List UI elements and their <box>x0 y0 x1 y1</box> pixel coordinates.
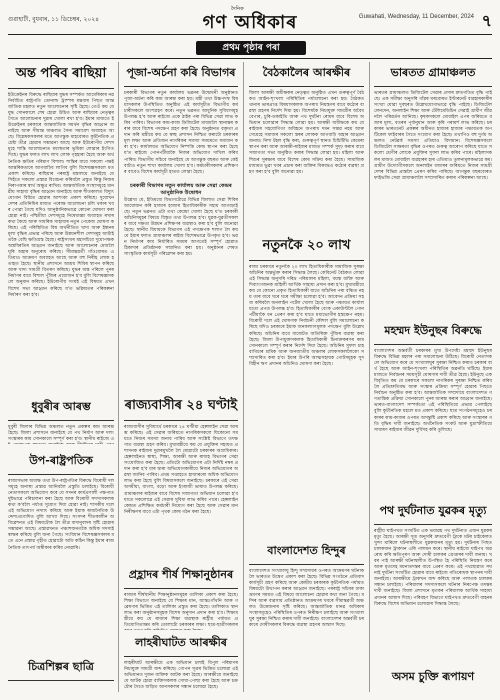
article-body: ৰাষ্ট্ৰীয় ঘাইপথত সংঘটিত এক ভয়াৱহ পথ দুৰ্ঘটনাত এজন যুৱকৰ মৃত্যু হৈছে। আৰক্ষী সূত্ৰ অনুসৰি দ্ৰুতবেগী ট্ৰাকে মটৰ চাইকেলত খুন্দা মাৰিলে ঘটনাস্থলীতে যুৱকজনৰ মৃত্যু হয়। দুৰ্ঘটনাৰ পিছত চালকজন ট্ৰাকখন এৰি পলায়ন কৰে। স্থানীয় ৰাইজে ঘাইপথ অৱৰোধ কৰি ক্ষতিপূৰণ আৰু দোষী চালকৰ গ্ৰেপ্তাৰৰ দাবী জনায়। খবৰ পাই আৰক্ষী ঘটনাস্থলীত উপস্থিত হৈ পৰিস্থিতি নিয়ন্ত্ৰণ কৰে আৰু মৃতদেহ ময়নাতদন্তৰ বাবে প্ৰেৰণ কৰে। এই পথছোৱাত সঘনাই দুৰ্ঘটনা সংঘটিত হোৱাৰ বাবে ৰাইজে গতিৰোধক স্থাপনৰ দাবী জনাইছে। আৰক্ষীয়ে ট্ৰাকখন জব্দ কৰিছে আৰু পলাতক চালকৰ সন্ধান চলাইছে। পৰিয়ালৰ সদস্যসকলে ঘটনাৰ নিৰপেক্ষ তদন্তৰ দাবী জনাইছে। জিলা প্ৰশাসনে মৃতকৰ পৰিয়ালক আৰ্থিক সাহায্য প্ৰদানৰ আশ্বাস দিছে। পৰিবহণ বিভাগে ঘাইপথত দ্ৰুতবেগী বাহনৰ বিৰুদ্ধে বিশেষ অভিযান চলোৱাৰ সিদ্ধান্ত লৈছে। <box>374 529 492 607</box>
headline-rule <box>124 420 238 421</box>
article-headline: পূজা-অৰ্চনা কৰি বিভাগৰ <box>126 66 236 79</box>
article-headline: প্ৰহ্লাদৰ শীৰ্ষ শিক্ষানুষ্ঠানৰ <box>128 568 234 581</box>
article-department-continued <box>124 181 238 383</box>
article-body: ৰাজ্য চৰকাৰে নতুনকৈ ২০ লাখ হিতাধিকাৰীক সামাজিক সুৰক্ষা আঁচনিৰ অন্তৰ্ভুক্ত কৰাৰ সিদ্ধান্ত লৈছে। কেবিনেট বৈঠকত লোৱা এই সিদ্ধান্ত অনুসৰি দৰিদ্ৰ পৰিয়ালৰ মহিলা, বয়স্ক ব্যক্তি আৰু দিব্যাংগজনক মাহিলী আৰ্থিক সাহায্য প্ৰদান কৰা হ'ব। মুখ্যমন্ত্ৰীয়ে কয় যে কোনো প্ৰকৃত হিতাধিকাৰী যাতে আঁচনিৰ পৰা বঞ্চিত নহয় তাৰ বাবে ঘৰে ঘৰে সমীক্ষা চলোৱা হ'ব। আবেদন প্ৰক্ৰিয়া সহজ কৰিবলৈ অনলাইন পৰ্টেল খোলা হৈছে আৰু পঞ্চায়ত কাৰ্যালয়তো প্ৰপত্ৰ উপলব্ধ হ'ব। হিতাধিকাৰীৰ বেংক একাউণ্টলৈ পোনপটীয়াকৈ ধন প্ৰেৰণ কৰা হ'ব যাতে মধ্যভোগীৰ হস্তক্ষেপ নহয়। বিৰোধী দলে এই ঘোষণাক নিৰ্বাচনী কৌশল বুলি সমালোচনা কৰিছে যদিও চৰকাৰে ইয়াক জনকল্যাণমূলক পদক্ষেপ বুলি উল্লেখ কৰিছে। আঁচনিৰ বাবে বাজেটত অতিৰিক্ত পুঁজিৰ ব্যৱস্থা কৰা হৈছে। জিলা উপায়ুক্তসকলক হিতাধিকাৰী চিনাক্তকৰণৰ কাম সোনকালে সম্পূৰ্ণ কৰাৰ নিৰ্দেশ দিয়া হৈছে। আঁচনিৰ সুফল চাহ বাগিচাৰ শ্ৰমিক আৰু জনজাতীয় অঞ্চলৰ লোকসকললৈকো সম্প্ৰসাৰিত কৰা হ'ব। ইয়াৰ উপৰি আত্মসহায়ক গোটসমূহক সুদবিহীন ঋণ প্ৰদানৰ আঁচনিও ঘোষণা কৰা হৈছে। <box>249 265 364 367</box>
page-header <box>8 8 492 34</box>
headline-rule <box>374 344 492 345</box>
article-body: লাহৰীঘাট আৰক্ষীয়ে এক অভিযান চলাই বিপুল পৰিমাণৰ নিচাযুক্ত সামগ্ৰী জব্দ কৰিছে। গোপন সূত্ৰৰ ভিত্তিত চলোৱা এই অভিযানত দুজন ব্যক্তিক আটক কৰা হৈছে। আৰক্ষীয়ে জনাইছে যে আটক হোৱা ব্যক্তিসকলক সোধা-পোছা কৰা হৈছে আৰু চক্ৰটোৰ সৈতে জড়িত আনসকলৰ সন্ধান চলোৱা হৈছে। <box>124 661 238 691</box>
article-body: ৰাজ্যসভাৰ অধ্যক্ষ তথা উপ-ৰাষ্ট্ৰপতিৰ বিৰুদ্ধে বিৰোধী দলসমূহে অনাস্থা প্ৰস্তাৱ আনিবলৈ প্ৰস্তুতি চলাইছে। বিৰোধী নেতাসকলে অভিযোগ কৰে যে সদনৰ কাৰ্যপ্ৰণালী পক্ষপাতদুষ্টভাৱে পৰিচালনা কৰা হৈছে আৰু বিৰোধী সদস্যসকলক কথা ক'বলৈ পৰ্যাপ্ত সুযোগ দিয়া হোৱা নাই। শাসকীয় দলে এই অভিযোগ নস্যাৎ কৰিছে আৰু ইয়াক ৰাজনৈতিক উদ্দেশ্যপ্ৰণোদিত বুলি আখ্যা দিছে। সংসদৰ শীতকালীন অধিৱেশনত এই বিষয়টোক লৈ তীব্ৰ বাদানুবাদৰ সৃষ্টি হোৱাৰ সম্ভাৱনা আছে। প্ৰস্তাৱখনত পঞ্চাশজনতকৈ অধিক সদস্যই স্বাক্ষৰ কৰিছে বুলি জনা গৈছে। সংবিধান বিশেষজ্ঞসকলৰ মতে এনে প্ৰস্তাৱ গৃহীত হোৱাটো অতি কঠিন কিন্তু ইয়াৰ ৰাজনৈতিক তাৎপৰ্য অস্বীকাৰ কৰিব নোৱাৰি। <box>8 479 114 551</box>
article-headline: অসম চুক্তি ৰূপায়ণ <box>391 670 475 683</box>
page-number: ৭ <box>481 11 492 30</box>
header-date-assamese: গুৱাহাটী, বুধবাৰ, ১১ ডিচেম্বৰ, ২০২৪ <box>8 16 100 23</box>
article-body: ধুবুৰী জিলাৰ বিভিন্ন অঞ্চলত নতুন প্ৰকল্পৰ কাম আৰম্ভ হৈছে। জিলা প্ৰশাসনে জনাইছে যে পথ নিৰ্মাণ আৰু দলং সংস্কাৰৰ কাম সোনকালে সম্পূৰ্ণ কৰা হ'ব। স্থানীয় ৰাইজে এ <box>8 425 114 443</box>
article-headline: মহম্মদ ইউনুছৰ বিৰুদ্ধে <box>384 324 482 337</box>
article-24-hours <box>124 396 238 560</box>
column-divider <box>118 62 119 692</box>
article-top-institutes <box>124 566 238 630</box>
article-bangladesh-hindu <box>249 542 364 692</box>
article-body: ইউক্ৰেইনৰ বিৰুদ্ধে ৰাছিয়াৰ যুদ্ধৰ সম্পৰ্কত আমেৰিকাৰ নৱনিৰ্বাচিত ৰাষ্ট্ৰপতি ডোনাল্ড ট্ৰাম্পৰ মন্তব্যৰ পিছত আন্তৰ্জাতিক মহলত নতুন আলোচনাৰ সৃষ্টি হৈছে। তেওঁ কয় যে যুদ্ধ সোনকালে শেষ হোৱা উচিত আৰু ৰাছিয়াৰ নেতৃত্বৰ সৈতে আলোচনাৰ দুৱাৰ খোলা ৰখা হ'ব। ইয়াৰ মাজতে ইউক্ৰেইনৰ চৰকাৰে আন্তৰ্জাতিক সমৰ্থন বৃদ্ধিৰ আহ্বান জনাইছে আৰু সীমান্ত অঞ্চলত সৈন্য সমাবেশ অব্যাহত আছে। বিশ্লেষকসকলৰ মতে আগন্তুক মাহবোৰত কূটনৈতিক প্ৰচেষ্টা তীব্ৰ হোৱাৰ সম্ভাৱনা আছে আৰু ইউৰোপীয় দেশসমূহে শান্তি আলোচনাত মধ্যস্থতাৰ ভূমিকা লোৱাৰ ইংগিত দিছে। যুদ্ধৰ ফলত লাখ লাখ লোক গৃহহাৰা হৈছে আৰু অৰ্থনৈতিক ক্ষতিৰ পৰিমাণ বিশাল। শান্তিৰ বাবে সকলো পক্ষই আন্তৰিকতাৰে আগবাঢ়িব লাগিব বুলি বিশেষজ্ঞসকলে মত প্ৰকাশ কৰিছে। ৰাছিয়াৰ পৰৰাষ্ট্ৰ মন্ত্ৰালয়ে জনাইছে যে সিহঁতে সকলো প্ৰস্তাৱ বিবেচনা কৰিবলৈ প্ৰস্তুত কিন্তু নিজৰ নিৰাপত্তাৰ স্বাৰ্থ অক্ষুণ্ণ ৰাখিব। আন্তৰ্জাতিক সংস্থাসমূহে মানৱীয় সাহায্য বৃদ্ধিৰ আহ্বান জনাইছে আৰু শীতকালত বিদ্যুৎ যোগান বিঘ্নিত হোৱাৰ আশংকা প্ৰকাশ কৰিছে। দুয়োখন দেশৰ প্ৰতিনিধিৰ মাজত পৰোক্ষ আলোচনা চলি থকাৰ খবৰ পোৱা গৈছে যদিও আনুষ্ঠানিকভাৱে কোনো ঘোষণা কৰা হোৱা নাই। পশ্চিমীয়া দেশসমূহে নিষেধাজ্ঞা অব্যাহত ৰখাৰ কথা কৈছে আৰু সামৰিক সাহায্যৰ নতুন পেকেজ ঘোষণা কৰিছে। এই পৰিস্থিতিত বিশ্ব অৰ্থনীতিত খাদ্য আৰু ইন্ধনৰ মূল্য বৃদ্ধিৰ প্ৰভাৱ পৰিছে আৰু উন্নয়নশীল দেশসমূহ আটাইতকৈ বেছি ক্ষতিগ্ৰস্ত হৈছে। ৰাষ্ট্ৰসংঘৰ মহাসচিবে দুয়োপক্ষক অস্ত্ৰবিৰতিৰ আহ্বান জনাইছে আৰু আলোচনাৰ মেজলৈ ঘূৰি অহাৰ অনুৰোধ কৰিছে। সীমান্তৱৰ্তী গাঁওবোৰত এতিয়াও আক্ৰমণ অব্যাহত আছে আৰু বহু নিৰীহ লোক হতাহত হৈছে। স্থানীয় প্ৰশাসনে আশ্ৰয় শিবিৰ স্থাপন কৰিছে আৰু খাদ্য সামগ্ৰী বিতৰণ কৰিছে। যুদ্ধৰ অন্ত পৰিলে পুনৰ নিৰ্মাণৰ বাবে বিশাল পুঁজিৰ প্ৰয়োজন হ'ব বুলি বিশেষজ্ঞসকলে অনুমান কৰিছে। ইউৰোপীয় সংঘই এই বিষয়ত এখন বিশেষ সভা আহ্বান কৰিছে য'ত ভৱিষ্যতৰ পৰিকল্পনা নিৰ্ধাৰণ কৰা হ'ব। <box>8 93 114 298</box>
article-dhubri <box>8 398 114 444</box>
article-body: চৰকাৰী বিভাগৰ নতুন কাৰ্যালয় ভৱনৰ উদ্বোধনী অনুষ্ঠানত পূজা-অৰ্চনা কৰি কাম আৰম্ভ কৰা হয়। মন্ত্ৰী তথা উচ্চপদস্থ বিষয়াসকলৰ উপস্থিতিত অনুষ্ঠিত এই কাৰ্যসূচীত বিভাগীয় কৰ্মচাৰীসকলে অংশগ্ৰহণ কৰে। নতুন ভৱনত আধুনিক সুবিধাসমূহ উপলব্ধ হ'ব আৰু ৰাইজে একে ঠাইৰ পৰা বিভিন্ন সেৱা লাভ কৰিব পাৰিব। বিভাগৰ কাম-কাজ ডিজিটেল মাধ্যমলৈ স্থানান্তৰ কৰাৰ বাবে বিশেষ পদক্ষেপ গ্ৰহণ কৰা হৈছে। অনুষ্ঠানত বক্তৃতা প্ৰদান কৰি মন্ত্ৰীয়ে কয় যে স্বচ্ছ প্ৰশাসন নিশ্চিত কৰাটো চৰকাৰৰ মূল লক্ষ্য আৰু প্ৰতিজন নাগৰিকৰ সমস্যা সময়মতে সমাধান কৰা হ'ব। কাৰ্যালয়ত অভিযোগ নিষ্পত্তি কেন্দ্ৰ স্থাপন কৰা হৈছে য'ত ৰাইজে পোনপটীয়াকৈ নিজৰ অভিযোগ দাখিল কৰিব পাৰিব। বিভাগীয় সচিবে জনাইছে যে আগন্তুক বছৰত আৰু কেইবাটাও নতুন শাখা কাৰ্যালয় খোলা হ'ব। কৰ্মচাৰীসকলৰ প্ৰশিক্ষণৰ বাবেও বিশেষ কাৰ্যসূচী হাতত লোৱা হৈছে। <box>124 91 238 175</box>
headline-rule <box>124 86 238 87</box>
headline-rule <box>249 86 364 87</box>
headline-rule <box>124 656 238 657</box>
headline-rule <box>8 420 114 421</box>
article-headline: বাংলাদেশত হিন্দুৰ <box>267 544 346 557</box>
headline-rule <box>8 680 114 681</box>
article-body: উল্লেখ্য যে, ইতিমধ্যে বিভাগটোৱে বিভিন্ন জিলাত সেৱা শিবিৰ আয়োজন কৰি হাজাৰ হাজাৰ হিতাধিকাৰীক সহায় আগবঢ়াইছে। নতুন ভৱনত এটা তথ্য কেন্দ্ৰো খোলা হৈছে য'ত চৰকাৰী আঁচনিসমূহৰ বিষয়ে বিস্তৃত তথ্য উপলব্ধ হ'ব। যুৱক-যুৱতীসকলৰ বাবে দক্ষতা উন্নয়ন প্ৰশিক্ষণৰ ব্যৱস্থাও কৰা হ'ব বুলি জনোৱা হৈছে। স্থানীয় বিধায়কে বিভাগৰ এই পদক্ষেপক শলাগ লৈ কয় যে ইয়াৰ ফলত গ্ৰামাঞ্চলৰ ৰাইজ বিশেষভাৱে উপকৃত হ'ব। ভৱন নিৰ্মাণৰ কাম নিৰ্ধাৰিত সময়ৰ আগতেই সম্পূৰ্ণ হোৱাত ঠিকাদাৰ প্ৰতিষ্ঠানক সন্মানিত কৰা হয়। অনুষ্ঠানৰ শেষত সাংস্কৃতিক কাৰ্যসূচী পৰিৱেশন কৰা হয়। <box>124 198 238 258</box>
article-body: বাংলাদেশৰ অন্তৰ্বৰ্তী চৰকাৰৰ মুখ্য উপদেষ্টা মহম্মদ ইউনুছৰ বিৰুদ্ধে বিভিন্ন মহলৰ পৰা সমালোচনা উঠিছে। বিৰোধী নেতাসকলে অভিযোগ কৰে যে সংখ্যালঘুৰ সুৰক্ষা নিশ্চিত কৰাত চৰকাৰ ব্যৰ্থ হৈছে আৰু আইন-শৃংখলা পৰিস্থিতিৰ অৱনতি ঘটিছে। ইয়াৰ মাজতে নিৰ্বাচনৰ সময়সূচী ঘোষণাৰ দাবী তীব্ৰ হৈছে। ইউনুছে এক বিবৃতিত কয় যে চৰকাৰে সকলো নাগৰিকৰ সুৰক্ষা নিশ্চিত কৰিবলৈ প্ৰতিশ্ৰুতিবদ্ধ আৰু সংস্কাৰ প্ৰক্ৰিয়া সম্পূৰ্ণ হোৱাৰ পিছতে নিৰ্বাচন অনুষ্ঠিত কৰা হ'ব। আন্তৰ্জাতিক সম্প্ৰদায়ে বাংলাদেশত গণতান্ত্ৰিক প্ৰক্ৰিয়া সোনকালে পুনৰ আৰম্ভ কৰাৰ আহ্বান জনাইছে। ভাৰত-বাংলাদেশ সম্পৰ্কতো এই পৰিস্থিতিয়ে প্ৰভাৱ পেলাইছে বুলি কূটনৈতিক মহলে মত প্ৰকাশ কৰিছে। ছাত্ৰ সংগঠনসমূহেও চৰকাৰৰ কাম-কাজৰ ওপৰত অসন্তুষ্টি প্ৰকাশ কৰিছে আৰু সংস্কাৰৰ গতি বৃদ্ধিৰ দাবী জনাইছে। অৰ্থনৈতিক সংকট আৰু মুদ্ৰাস্ফীতিয়ে সাধাৰণ ৰাইজৰ জীৱন দুৰ্বিসহ কৰি তুলিছে। <box>374 349 492 433</box>
article-headline: ভাৰতত গ্ৰামাঞ্চলত <box>390 66 476 79</box>
banner-rule <box>8 58 492 59</box>
article-russia <box>8 64 114 392</box>
article-rural-india <box>374 64 492 314</box>
article-vice-president <box>8 452 114 642</box>
article-puja-department <box>124 64 238 179</box>
article-assam-accord <box>374 668 492 692</box>
headline-rule <box>8 474 114 475</box>
header-rule <box>8 34 492 35</box>
article-headline: উপ-ৰাষ্ট্ৰপতিক <box>29 454 93 467</box>
masthead-tagline: দৈনিক <box>231 6 244 12</box>
article-headline: নতুনকৈ ২০ লাখ <box>262 238 351 253</box>
headline-rule <box>374 524 492 525</box>
headline-rule <box>249 564 364 565</box>
header-date-english: Guwahati, Wednesday, 11 December, 2024 <box>358 14 474 20</box>
article-headline: অন্ত পৰিব ৰাছিয়া <box>15 66 107 81</box>
article-body: ৰাজ্যবাসীৰ সুবিধাৰ্থে চৰকাৰে ২৪ ঘণ্টীয়া হেল্পলাইন সেৱা আৰম্ভ কৰিছে। এই সেৱাৰ জৰিয়তে নাগৰিকসকলে যিকোনো সময়তে নিজৰ সমস্যা জনাব পাৰিব আৰু সংশ্লিষ্ট বিভাগে তৎক্ষণাত ব্যৱস্থা গ্ৰহণ কৰিব। মুখ্যমন্ত্ৰীয়ে কয় যে প্ৰযুক্তিৰ সহায়ত প্ৰশাসনক ৰাইজৰ দুৱাৰমুখলৈ লৈ যোৱাটো চৰকাৰৰ অগ্ৰাধিকাৰ। হেল্পলাইনত স্বাস্থ্য, শিক্ষা, আৰক্ষী আৰু ৰাজহ বিভাগৰ সেৱা সংযোজিত কৰা হৈছে। প্ৰতিটো অভিযোগৰ এটা নিৰ্দিষ্ট নম্বৰ প্ৰদান কৰা হ'ব যাৰ দ্বাৰা অভিযোগকাৰীয়ে নিজৰ অভিযোগৰ অৱস্থা জানিব পাৰিব। প্ৰথম সপ্তাহতে হাজাৰৰো অধিক অভিযোগ লাভ কৰা হৈছে বুলি বিষয়াসকলে জনাইছে। চৰকাৰে এই সেৱা অসমীয়া, বাংলা, বড়ো আৰু ইংৰাজী ভাষাত উপলব্ধ কৰিছে। গ্ৰামাঞ্চলৰ ৰাইজৰ বাবে বিশেষ সজাগতা অভিযান চলোৱা হ'ব যাতে সকলোৱে এই সেৱাৰ সুবিধা লাভ কৰিব পাৰে। হেল্পলাইন কেন্দ্ৰত প্ৰশিক্ষিত কৰ্মচাৰী নিয়োগ কৰা হৈছে আৰু সেৱাৰ মান নিৰীক্ষণৰ বাবে এটা পৃথক কোষ গঠন কৰা হৈছে। <box>124 425 238 515</box>
article-body: জিলা আৰক্ষী অধীক্ষকৰ নেতৃত্বত অনুষ্ঠিত এখন গুৰুত্বপূৰ্ণ বৈঠকত আইন-শৃংখলা পৰিস্থিতিৰ পৰ্যালোচনা কৰা হয়। বৈঠকত থানাৰ ভাৰপ্ৰাপ্ত বিষয়াসকলক অপৰাধ নিয়ন্ত্ৰণৰ বাবে কঠোৰ ব্যৱস্থা গ্ৰহণৰ নিৰ্দেশ দিয়া হয়। বিশেষকৈ নিচাযুক্ত সামগ্ৰীৰ অবৈধ বেপাৰ, চুৰি-ডকাইতি আৰু পথ দুৰ্ঘটনা ৰোধৰ বাবে বিশেষ অভিযান চলোৱাৰ সিদ্ধান্ত লোৱা হয়। আৰক্ষী অধীক্ষকে কয় যে ৰাইজৰ সহযোগিতা অবিহনে অপৰাধ দমন সম্ভৱ নহয় আৰু সেয়েহে সমাজৰ সকলো স্তৰৰ লোকক আগবাঢ়ি অহাৰ আহ্বান জনায়। নিশা টহল বৃদ্ধি কৰা, গুৰুত্বপূৰ্ণ স্থানত চিচিটিভি কেমেৰা স্থাপন কৰা আৰু আৰক্ষী-ৰাইজৰ মাজত সম্পৰ্ক সুদৃঢ় কৰাৰ বাবে সজাগতা সভা অনুষ্ঠিত কৰাৰ সিদ্ধান্ত লোৱা হয়। মহিলা আৰু শিশুৰ সুৰক্ষাৰ বাবে বিশেষ কোষ সক্ৰিয় কৰা হৈছে। সামাজিক মাধ্যমত ভুৱা খবৰ প্ৰচাৰ কৰা ব্যক্তিৰ বিৰুদ্ধেও কঠোৰ ব্যৱস্থা গ্ৰহণ কৰা হ'ব বুলি জনোৱা হয়। <box>249 91 364 175</box>
article-body: ভাৰতৰ গ্ৰামাঞ্চলত ডিজিটেল সেৱাৰ প্ৰসাৰ দ্ৰুতগতিত বৃদ্ধি পাইছে। এক সমীক্ষা অনুসৰি গাঁৱৰ ঘৰবোৰত ইণ্টাৰনেট ব্যৱহাৰকাৰীৰ সংখ্যা যোৱা দুবছৰত উল্লেখযোগ্যভাৱে বৃদ্ধি পাইছে। ডিজিটেল লেনদেন, অনলাইন শিক্ষা আৰু টেলিমেডিচিন সেৱাই গ্ৰামীণ জীৱনলৈ পৰিৱৰ্তন আনিছে। কৃষকসকলে মোবাইল এপৰ জৰিয়তে বজাৰ মূল্য, বতৰৰ পূৰ্বানুমান আৰু কৃষি পৰামৰ্শ লাভ কৰিছে। চৰকাৰৰ ভাৰতনেট প্ৰকল্পৰ অধীনত হাজাৰ হাজাৰ পঞ্চায়তক অপটিকেল ফাইবাৰৰ সৈতে সংযোগ কৰা হৈছে। তথাপিও বহু দুৰ্গম অঞ্চলত নেটৱৰ্ক সমস্যা এতিয়াও বিদ্যমান। বিশেষজ্ঞসকলে ডিজিটেল সাক্ষৰতা বৃদ্ধিৰ ওপৰত গুৰুত্ব আৰোপ কৰিছে যাতে সকলো শ্ৰেণীৰ লোকে প্ৰযুক্তিৰ সুফল লাভ কৰিব পাৰে। মহিলাসকলৰ মাজত মোবাইল ব্যৱহাৰৰ হাৰ এতিয়াও তুলনামূলকভাৱে কম। গ্ৰামীণ উদ্যোগীসকলে অনলাইন বজাৰৰ জৰিয়তে নিজৰ সামগ্ৰী দেশৰ বিভিন্ন প্ৰান্তলৈ প্ৰেৰণ কৰিব পাৰিছে। আগন্তুক বছৰবোৰত ফাইভজি সেৱা গ্ৰামাঞ্চললৈ সম্প্ৰসাৰিত কৰাৰ পৰিকল্পনা আছে। <box>374 91 492 181</box>
headline-rule <box>249 260 364 261</box>
article-meeting-police <box>249 64 364 232</box>
headline-rule <box>8 88 114 89</box>
column-divider <box>369 62 370 692</box>
article-20-lakh <box>249 236 364 538</box>
article-yunus <box>374 322 492 494</box>
article-headline: ধুবুৰীৰ আৰম্ভ <box>31 400 91 413</box>
column-divider <box>243 62 244 692</box>
headline-rule <box>124 588 238 589</box>
article-body: বাংলাদেশত সংখ্যালঘু হিন্দু সম্প্ৰদায়ৰ ওপৰত আক্ৰমণৰ ঘটনাক লৈ ভাৰতত উদ্বেগ প্ৰকাশ কৰা হৈছে। বিভিন্ন সংগঠনে প্ৰতিবাদ কাৰ্যসূচী গ্ৰহণ কৰিছে আৰু কেন্দ্ৰীয় চৰকাৰক কূটনৈতিক পৰ্যায়ত বিষয়টো উত্থাপন কৰাৰ আহ্বান জনাইছে। পৰৰাষ্ট্ৰ সচিবৰ ঢাকা ভ্ৰমণৰ সময়ত এই বিষয়ে আলোচনা হোৱাৰ কথা জনা গৈছে। মন্দিৰ আৰু ব্যৱসায় প্ৰতিষ্ঠানত আক্ৰমণৰ খবৰে সীমান্তৱৰ্তী অঞ্চলত উত্তেজনাৰ সৃষ্টি কৰিছে। আন্তৰ্জাতিক মানৱ অধিকাৰ সংস্থাসমূহেও পৰিস্থিতিৰ ওপৰত নিৰীক্ষণ চলাইছে আৰু সংখ্যালঘুৰ সুৰক্ষা নিশ্চিত কৰাৰ দাবী জনাইছে। বাংলাদেশৰ অন্তৰ্বৰ্তী চৰকাৰে দোষীসকলৰ বিৰুদ্ধে ব্যৱস্থা গ্ৰহণৰ আশ্বাস দিছে। <box>249 569 364 629</box>
headline-rule <box>374 86 492 87</box>
article-headline: লাহৰীঘাটত আৰক্ষীৰ <box>135 636 227 649</box>
article-headline: ৰাজ্যবাসীৰ ২৪ ঘণ্টাই <box>124 398 238 413</box>
article-subheading: চৰকাৰী বিভাগৰ নতুন কাৰ্যালয় আৰু সেৱা কেন্দ্ৰৰ আনুষ্ঠানিক উদ্বোধন <box>130 183 232 196</box>
article-headline: চিত্ৰশিল্পৰ ছাত্ৰি <box>28 660 94 673</box>
article-art-student <box>8 658 114 688</box>
article-headline: বৈঠকালৈৰ আৰক্ষীৰ <box>262 66 351 79</box>
section-banner: প্ৰথম পৃষ্ঠাৰ পৰা <box>196 41 306 55</box>
article-headline: পথ দুৰ্ঘটনাত যুৱকৰ মৃত্যু <box>379 504 487 517</box>
article-body: ৰাজ্যৰ শীৰ্ষস্থানীয় শিক্ষানুষ্ঠানসমূহৰ তালিকা প্ৰকাশ কৰা হৈছে। শিক্ষা বিভাগে জনাইছে যে শিক্ষাৰ মান, আন্তঃগাঁথনি আৰু গৱেষণাৰ ভিত্তিত এই তালিকা প্ৰস্তুত কৰা হৈছে। তালিকাত স্থান লাভ কৰা অনুষ্ঠানসমূহক বিশেষ অনুদান প্ৰদান কৰা হ'ব। শিক্ষামন্ত্ৰীয়ে কয় যে ৰাজ্যৰ শিক্ষা ব্যৱস্থাক ৰাষ্ট্ৰীয় পৰ্যায়ত প্ৰতিযোগিতাক্ষম কৰি তোলাটো চৰকাৰৰ লক্ষ্য। ছাত্ৰ-ছাত্ৰীসকলৰ <box>124 593 238 629</box>
masthead: গণ অধিকাৰ <box>202 12 298 33</box>
article-lahorighat-police <box>124 634 238 692</box>
article-road-accident <box>374 502 492 662</box>
